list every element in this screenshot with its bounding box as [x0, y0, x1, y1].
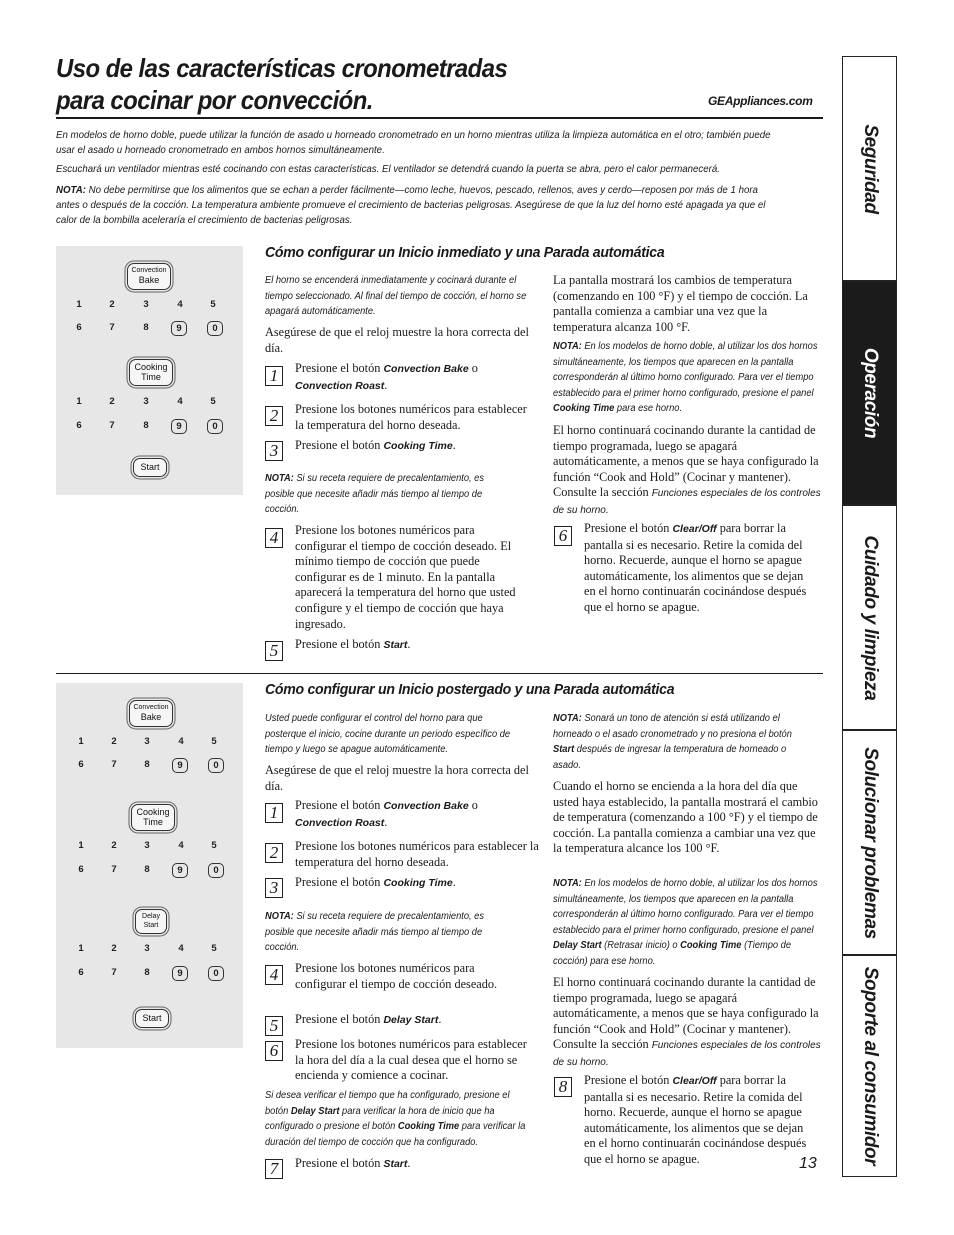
step-number-7: 7	[265, 1159, 283, 1179]
section2-right-note-1: NOTA: Sonará un tono de atención si está utilizando el horneado o el asado cronometrado y no presiona el botón Start después de ingresar la temperatura de horneado o asado.	[553, 713, 792, 771]
intro-note-label: NOTA:	[56, 185, 86, 196]
key-4[interactable]: 4	[178, 736, 184, 747]
step-number-4: 4	[265, 528, 283, 548]
key-7[interactable]: 7	[111, 759, 117, 770]
intro-note-text: No debe permitirse que los alimentos que se echan a perder fácilmente—como leche, huevos, pescado, rellenos, aves y cerdo—reposen por más de 1 hora antes o después de la cocción. La temperatura ambiente promueve el crecimiento de bacterias peligrosas. Asegúrese de que la luz del horno esté apagada ya que el calor de la bombilla aceleraría el crecimiento de bacterias peligrosas.	[56, 185, 766, 226]
key-9[interactable]: 9	[172, 758, 188, 773]
key-5[interactable]: 5	[210, 299, 216, 310]
key-6[interactable]: 6	[78, 967, 84, 978]
section1-right-paragraph-1: La pantalla mostrará los cambios de temperatura (comenzando en 100 °F) y el tiempo de cocción. La pantalla comienza a cambiar una vez que la temperatura alcanza 100 °F.	[553, 273, 808, 334]
key-2[interactable]: 2	[111, 840, 117, 851]
key-4[interactable]: 4	[178, 943, 184, 954]
page-title-line2: para cocinar por convección.	[56, 85, 373, 115]
section1-intro: El horno se encenderá inmediatamente y cocinará durante el tiempo seleccionado. Al final del tiempo de cocción, el horno se apagará automáticamente.	[265, 275, 527, 317]
section2-step1: Presione el botón Convection Bake o Convection Roast.	[295, 798, 478, 829]
key-3[interactable]: 3	[143, 299, 149, 310]
section2-step3: Presione el botón Cooking Time.	[295, 875, 456, 889]
key-9[interactable]: 9	[172, 863, 188, 878]
key-9[interactable]: 9	[171, 419, 187, 434]
key-9[interactable]: 9	[172, 966, 188, 981]
key-7[interactable]: 7	[111, 967, 117, 978]
key-7[interactable]: 7	[109, 322, 115, 333]
section2-note: NOTA: Si su receta requiere de precalentamiento, es posible que necesite añadir más tiempo al tiempo de cocción.	[265, 911, 485, 953]
key-8[interactable]: 8	[144, 864, 150, 875]
section2-clock: Asegúrese de que el reloj muestre la hora correcta del día.	[265, 763, 529, 793]
key-9[interactable]: 9	[171, 321, 187, 336]
key-8[interactable]: 8	[143, 420, 149, 431]
section1-step3: Presione el botón Cooking Time.	[295, 438, 456, 452]
key-2[interactable]: 2	[111, 943, 117, 954]
key-6[interactable]: 6	[76, 420, 82, 431]
cooking-time-button[interactable]: Cooking Time	[131, 804, 175, 831]
key-5[interactable]: 5	[211, 736, 217, 747]
intro-paragraph-1: En modelos de horno doble, puede utilizar la función de asado u horneado cronometrado en un horno mientras utiliza la limpieza automática en el otro; también puede usar el asado u horneado cronometrado en ambos hornos simultáneamente.	[56, 130, 771, 156]
step-number-8: 8	[554, 1077, 572, 1097]
section1-step1: Presione el botón Convection Bake o Convection Roast.	[295, 361, 478, 392]
control-panel-1	[56, 246, 243, 495]
section2-heading: Cómo configurar un Inicio postergado y una Parada automática	[265, 681, 675, 698]
key-4[interactable]: 4	[177, 299, 183, 310]
section1-step6: Presione el botón Clear/Off para borrar la pantalla si es necesario. Retire la comida del horno. Recuerde, aunque el horno se apague automáticamente, los alimentos que se dejan en el horno continuarán cocinándose después que el horno se apague.	[584, 521, 807, 614]
section2-step2: Presione los botones numéricos para establecer la temperatura del horno deseada.	[295, 839, 539, 869]
section2-step7: Presione el botón Start.	[295, 1156, 411, 1170]
step-number-6: 6	[265, 1041, 283, 1061]
tab-seguridad-label: Seguridad	[859, 123, 881, 214]
step-number-3: 3	[265, 441, 283, 461]
key-4[interactable]: 4	[177, 396, 183, 407]
key-3[interactable]: 3	[144, 736, 150, 747]
key-5[interactable]: 5	[210, 396, 216, 407]
section2-step8: Presione el botón Clear/Off para borrar la pantalla si es necesario. Retire la comida del horno. Recuerde, aunque el horno se apague automáticamente, los alimentos que se dejan en el horno continuarán cocinándose después que el horno se apague.	[584, 1073, 807, 1166]
page-title	[56, 52, 507, 116]
section1-heading: Cómo configurar un Inicio inmediato y una Parada automática	[265, 244, 665, 261]
key-2[interactable]: 2	[109, 299, 115, 310]
key-1[interactable]: 1	[76, 299, 82, 310]
section1-clock: Asegúrese de que el reloj muestre la hora correcta del día.	[265, 325, 529, 355]
key-0[interactable]: 0	[207, 419, 223, 434]
key-0[interactable]: 0	[208, 863, 224, 878]
section2-right-paragraph-2: El horno continuará cocinando durante la cantidad de tiempo programada, luego se apagará automáticamente, a menos que se haya configurado la función “Cook and Hold” (Cocinar y mantener). Consulte la sección Funciones especiales de los controles de su horno.	[553, 975, 821, 1068]
intro-note	[56, 184, 776, 228]
tab-solucionar-label: Solucionar problemas	[859, 746, 881, 939]
step-number-1: 1	[265, 366, 283, 386]
key-2[interactable]: 2	[111, 736, 117, 747]
key-8[interactable]: 8	[143, 322, 149, 333]
step-number-2: 2	[265, 406, 283, 426]
cooking-time-button[interactable]: Cooking Time	[129, 359, 173, 386]
section2-step4: Presione los botones numéricos para configurar el tiempo de cocción deseado.	[295, 961, 498, 991]
section2-right-paragraph-1: Cuando el horno se encienda a la hora del día que usted haya establecido, la pantalla mostrará el cambio de temperatura (comenzando a 100 °F) y el tiempo de cocción. La pantalla comienza a cambiar una vez que la temperatura alcance los 100 °F.	[553, 779, 818, 856]
key-8[interactable]: 8	[144, 967, 150, 978]
section1-right-note: NOTA: En los modelos de horno doble, al utilizar los dos hornos simultáneamente, los tiempos que aparecen en la pantalla corresponderán al último horno configurado. Para ver el tiempo establecido para el primer horno configurado, presione el panel Cooking Time para ese horno.	[553, 341, 818, 414]
tab-operacion[interactable]	[842, 281, 897, 505]
intro-paragraph-2: Escuchará un ventilador mientras esté cocinando con estas características. El ventilador se detendrá cuando la puerta se abra, pero el calor permanecerá.	[56, 164, 720, 175]
key-1[interactable]: 1	[78, 943, 84, 954]
section2-right-note-2: NOTA: En los modelos de horno doble, al utilizar los dos hornos simultáneamente, los tiempos que aparecen en la pantalla corresponderán al último horno configurado. Para ver el tiempo establecido para el primer horno configurado, presione el panel Delay Start (Retrasar inicio) o Cooking Time (Tiempo de cocción) para ese horno.	[553, 878, 818, 967]
tab-solucionar-problemas[interactable]	[842, 730, 897, 955]
key-6[interactable]: 6	[78, 864, 84, 875]
key-5[interactable]: 5	[211, 943, 217, 954]
step-number-1: 1	[265, 803, 283, 823]
tab-soporte-al-consumidor[interactable]	[842, 955, 897, 1177]
page-number: 13	[799, 1155, 817, 1172]
step-number-5: 5	[265, 641, 283, 661]
section1-step2: Presione los botones numéricos para establecer la temperatura del horno deseada.	[295, 402, 527, 432]
convection-bake-button[interactable]: Convection Bake	[129, 700, 173, 727]
key-1[interactable]: 1	[78, 736, 84, 747]
key-7[interactable]: 7	[109, 420, 115, 431]
key-4[interactable]: 4	[178, 840, 184, 851]
page-title-line1: Uso de las características cronometradas	[56, 53, 508, 83]
key-3[interactable]: 3	[144, 840, 150, 851]
step-number-6: 6	[554, 526, 572, 546]
tab-soporte-label: Soporte al consumidor	[859, 966, 881, 1166]
delay-start-button[interactable]: Delay Start	[135, 909, 167, 934]
key-8[interactable]: 8	[144, 759, 150, 770]
step-number-3: 3	[265, 878, 283, 898]
key-6[interactable]: 6	[76, 322, 82, 333]
site-url[interactable]: GEAppliances.com	[708, 94, 813, 108]
step-number-5: 5	[265, 1016, 283, 1036]
section2-verify-note: Si desea verificar el tiempo que ha configurado, presione el botón Delay Start para verificar la hora de inicio que ha configurado o presione el botón Cooking Time para verificar la duración del tiempo de cocción que ha configurado.	[265, 1090, 526, 1148]
key-0[interactable]: 0	[208, 966, 224, 981]
key-1[interactable]: 1	[78, 840, 84, 851]
step-number-2: 2	[265, 843, 283, 863]
start-button[interactable]: Start	[135, 1009, 169, 1028]
section1-note: NOTA: Si su receta requiere de precalentamiento, es posible que necesite añadir más tiempo al tiempo de cocción.	[265, 473, 485, 515]
key-1[interactable]: 1	[76, 396, 82, 407]
section2-intro: Usted puede configurar el control del horno para que posterque el inicio, cocine durante un periodo específico de tiempo y luego se apague automáticamente.	[265, 713, 511, 755]
section1-step5: Presione el botón Start.	[295, 637, 411, 651]
tab-cuidado-y-limpieza[interactable]	[842, 505, 897, 730]
section2-step5: Presione el botón Delay Start.	[295, 1012, 442, 1026]
key-5[interactable]: 5	[211, 840, 217, 851]
top-rule	[56, 117, 823, 119]
key-0[interactable]: 0	[207, 321, 223, 336]
start-button[interactable]: Start	[133, 458, 167, 477]
section-divider	[56, 673, 823, 674]
step-number-4: 4	[265, 965, 283, 985]
section1-step4: Presione los botones numéricos para configurar el tiempo de cocción deseado. El mínimo tiempo de cocción que puede configurar es de 1 minuto. En la pantalla aparecerá la temperatura del horno que usted configure y el tiempo de cocción que haya ingresado.	[295, 523, 516, 631]
section2-step6: Presione los botones numéricos para establecer la hora del día a la cual desea que el horno se encienda y comience a cocinar.	[295, 1037, 527, 1083]
key-3[interactable]: 3	[143, 396, 149, 407]
key-3[interactable]: 3	[144, 943, 150, 954]
tab-cuidado-label: Cuidado y limpieza	[859, 535, 881, 700]
key-6[interactable]: 6	[78, 759, 84, 770]
convection-bake-button[interactable]: Convection Bake	[127, 263, 171, 290]
key-0[interactable]: 0	[208, 758, 224, 773]
section1-right-paragraph-2: El horno continuará cocinando durante la cantidad de tiempo programada, luego se apagará automáticamente, a menos que se haya configurado la función “Cook and Hold” (Cocinar y mantener). Consulte la sección Funciones especiales de los controles de su horno.	[553, 423, 821, 516]
tab-operacion-label: Operación	[859, 347, 881, 439]
key-7[interactable]: 7	[111, 864, 117, 875]
key-2[interactable]: 2	[109, 396, 115, 407]
control-panel-2	[56, 683, 243, 1048]
tab-seguridad[interactable]	[842, 56, 897, 281]
